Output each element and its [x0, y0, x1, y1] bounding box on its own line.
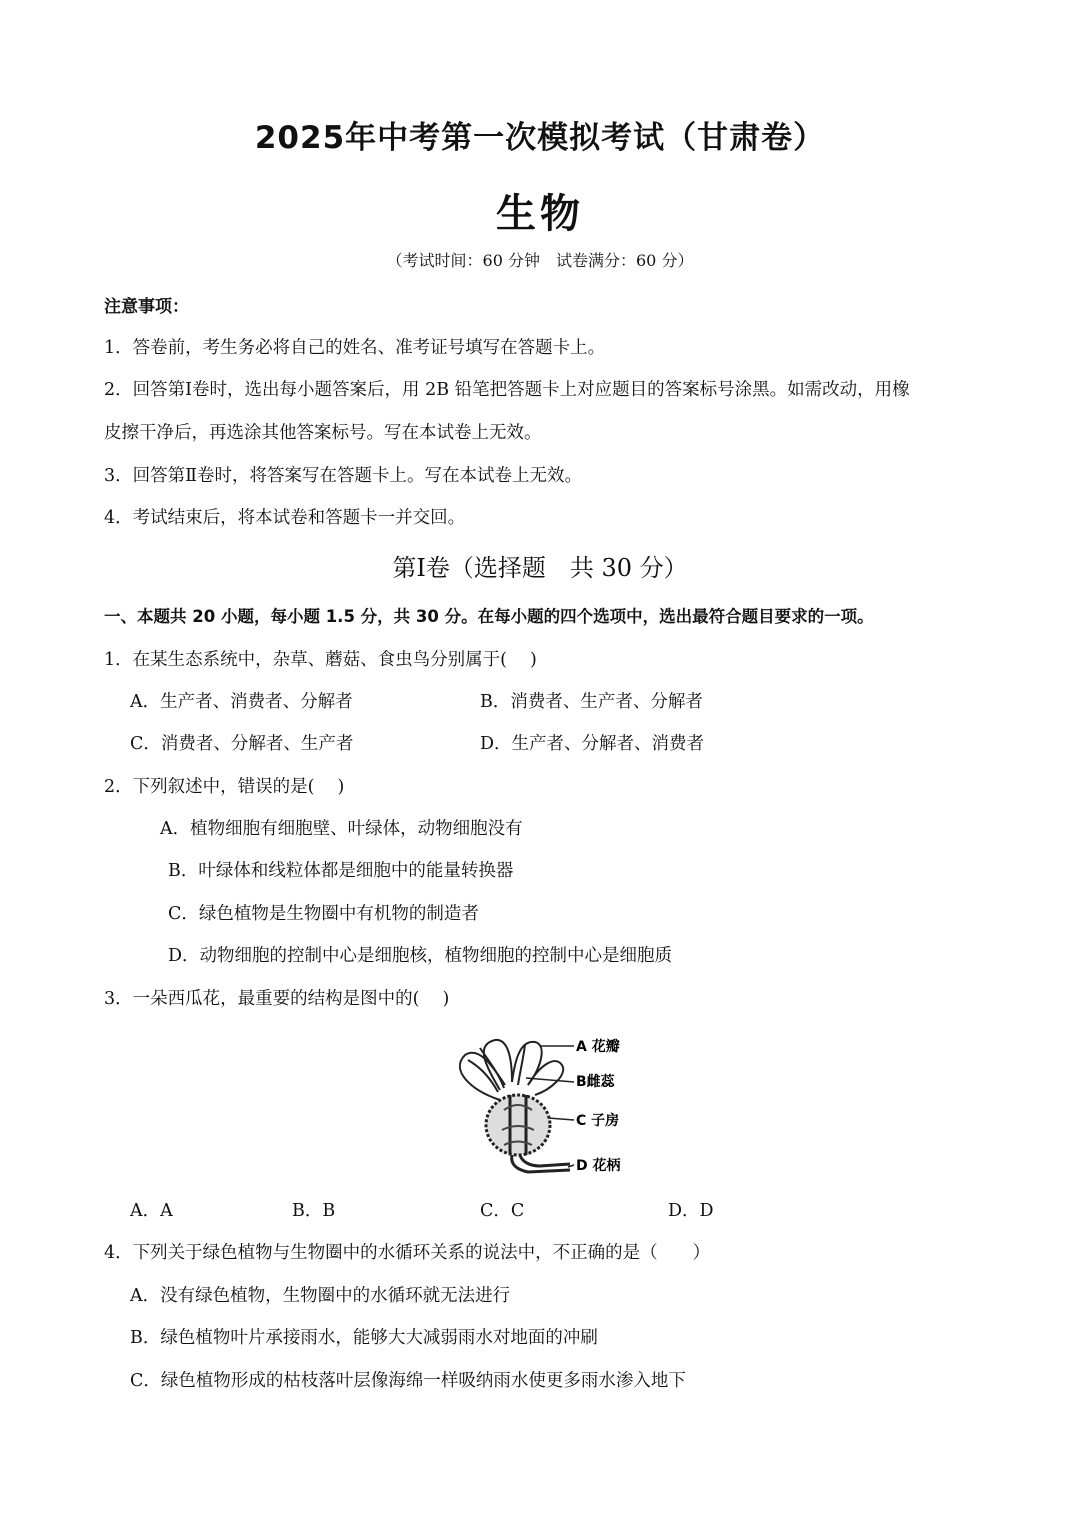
question-option: D．动物细胞的控制中心是细胞核，植物细胞的控制中心是细胞质 [168, 946, 673, 966]
notice-item: 4．考试结束后，将本试卷和答题卡一并交回。 [104, 508, 466, 528]
question-stem: 2．下列叙述中，错误的是( ) [104, 777, 345, 797]
section-instruction: 一、本题共 20 小题，每小题 1.5 分，共 30 分。在每小题的四个选项中，选出最符合题目要求的一项。 [104, 607, 874, 626]
question-option: A．A [130, 1201, 173, 1221]
notice-item: 皮擦干净后，再选涂其他答案标号。写在本试卷上无效。 [104, 423, 542, 443]
question-option: C．绿色植物是生物圈中有机物的制造者 [168, 904, 479, 924]
subject-title: 生物 [496, 191, 584, 237]
diagram-label-c: C 子房 [576, 1113, 620, 1129]
question-option: C．绿色植物形成的枯枝落叶层像海绵一样吸纳雨水使更多雨水渗入地下 [130, 1371, 686, 1391]
question-stem: 3．一朵西瓜花，最重要的结构是图中的( ) [104, 989, 450, 1009]
page-title: 2025年中考第一次模拟考试（甘肃卷） [254, 120, 826, 156]
question-stem: 4．下列关于绿色植物与生物圈中的水循环关系的说法中，不正确的是（ ） [104, 1243, 711, 1263]
notice-item: 1．答卷前，考生务必将自己的姓名、准考证号填写在答题卡上。 [104, 338, 606, 358]
notice-heading: 注意事项： [104, 297, 189, 317]
question-option: B．B [292, 1201, 336, 1221]
notice-item: 3．回答第Ⅱ卷时，将答案写在答题卡上。写在本试卷上无效。 [104, 466, 583, 486]
diagram-label-b: B雌蕊 [576, 1074, 615, 1090]
question-stem: 1．在某生态系统中，杂草、蘑菇、食虫鸟分别属于( ) [104, 650, 537, 670]
question-option: B．消费者、生产者、分解者 [480, 692, 703, 712]
section-title: 第Ⅰ卷（选择题 共 30 分） [392, 554, 688, 582]
question-option: D．生产者、分解者、消费者 [480, 734, 705, 754]
diagram-label-d: D 花柄 [576, 1158, 621, 1174]
question-option: D．D [668, 1201, 714, 1221]
flower-diagram [440, 1030, 640, 1180]
question-option: A．植物细胞有细胞壁、叶绿体，动物细胞没有 [160, 819, 523, 839]
question-option: A．生产者、消费者、分解者 [130, 692, 353, 712]
question-option: B．叶绿体和线粒体都是细胞中的能量转换器 [168, 861, 514, 881]
question-option: B．绿色植物叶片承接雨水，能够大大减弱雨水对地面的冲刷 [130, 1328, 598, 1348]
question-option: C．C [480, 1201, 525, 1221]
flower-illustration [440, 1030, 640, 1180]
question-option: A．没有绿色植物，生物圈中的水循环就无法进行 [130, 1286, 511, 1306]
notice-item: 2．回答第Ⅰ卷时，选出每小题答案后，用 2B 铅笔把答题卡上对应题目的答案标号涂黑。如需改动，用橡 [104, 380, 910, 400]
exam-info: （考试时间：60 分钟 试卷满分：60 分） [386, 251, 694, 270]
diagram-label-a: A 花瓣 [576, 1039, 620, 1055]
question-option: C．消费者、分解者、生产者 [130, 734, 354, 754]
